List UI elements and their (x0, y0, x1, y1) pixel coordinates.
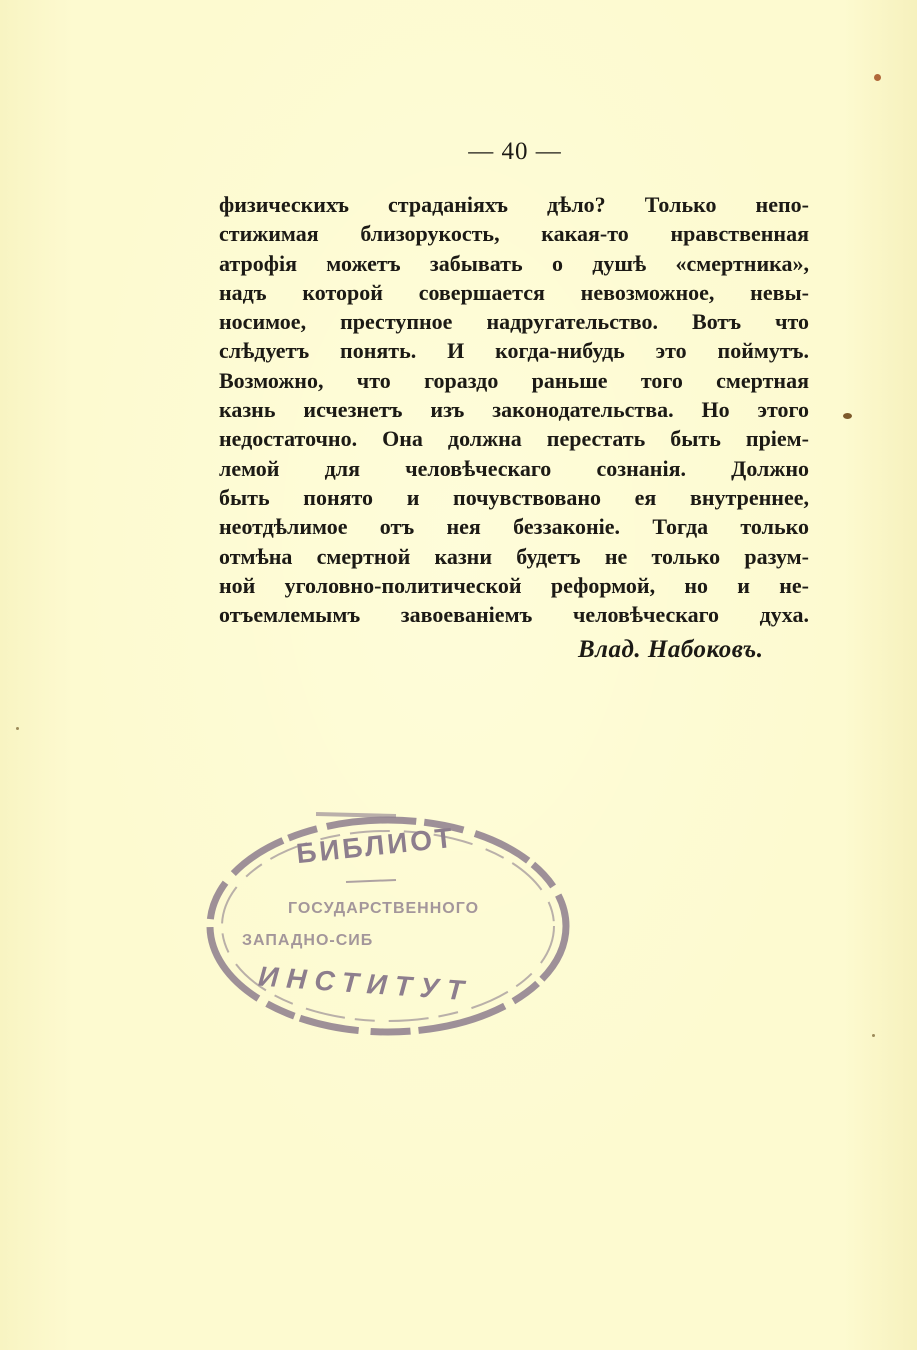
text-line: слѣдуетъ понять. И когда-нибудь это поймутъ. (219, 338, 809, 364)
text-line: физическихъ страданіяхъ дѣло? Только непо- (219, 192, 809, 217)
paper-speck (874, 74, 881, 81)
text-line: неотдѣлимое отъ нея беззаконіе. Тогда только (219, 514, 809, 540)
stamp-text-line: ГОСУДАРСТВЕННОГО (288, 900, 480, 917)
text-line: атрофія можетъ забывать о душѣ «смертника», (219, 250, 809, 276)
text-line: лемой для человѣческаго сознанія. Должно (219, 455, 809, 481)
author-signature: Влад. Набоковъ. (578, 636, 764, 663)
text-line: быть понято и почувствовано ея внутреннее, (219, 484, 809, 510)
stamp-text-line: ЗАПАДНО-СИБ (242, 932, 374, 949)
text-line: казнь исчезнетъ изъ законодательства. Но этого (219, 397, 809, 423)
library-stamp (196, 808, 580, 1048)
text-line: ной уголовно-политической реформой, но и не- (219, 572, 809, 598)
text-line: носимое, преступное надругательство. Вотъ что (219, 309, 809, 335)
page-number: — 40 — (468, 138, 562, 165)
paper-speck (843, 413, 852, 419)
text-line: стижимая близорукость, какая-то нравственная (219, 221, 809, 247)
text-line: Возможно, что гораздо раньше того смертная (219, 367, 809, 393)
text-line: недостаточно. Она должна перестать быть пріем- (219, 426, 809, 452)
text-line: отмѣна смертной казни будетъ не только разум- (219, 543, 809, 569)
paper-speck (16, 727, 19, 730)
body-text (219, 190, 809, 629)
text-line: надъ которой совершается невозможное, невы- (219, 279, 809, 305)
text-line: отъемлемымъ завоеваніемъ человѣческаго духа. (219, 602, 809, 628)
paper-speck (872, 1034, 875, 1037)
stamp-text-line: БИБЛИОТ (294, 821, 457, 870)
stamp-text-line: ИНСТИТУТ (257, 960, 473, 1007)
